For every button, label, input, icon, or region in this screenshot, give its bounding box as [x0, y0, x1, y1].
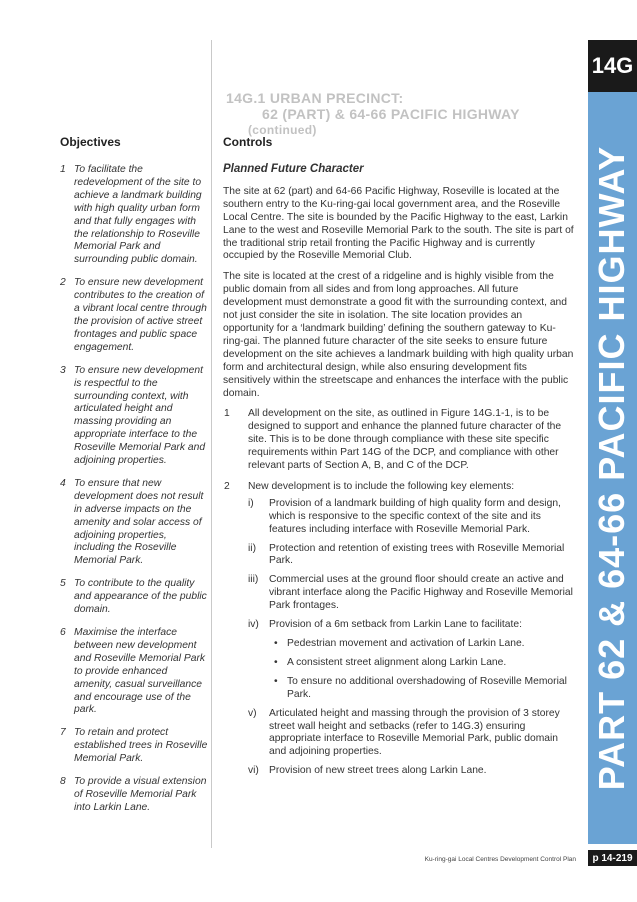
- page-number: p 14-219: [588, 850, 637, 866]
- key-element-text: Articulated height and massing through the provision of 3 storey street wall height and setbacks (refer to 14G.3) ensuring appropriate interface to Roseville Memorial Park, public domain and adjoining properties.: [269, 707, 560, 758]
- footer-plan-title: Ku-ring-gai Local Centres Development Control Plan: [424, 856, 576, 863]
- side-title-band: [588, 92, 637, 844]
- controls-paragraph-1: The site at 62 (part) and 64-66 Pacific Highway, Roseville is located at the southern entry to the Ku-ring-gai local government area, and the Roseville Local Centre. The site is bounded by the Pacific Highway to the east, Larkin Lane to the west and Roseville Memorial Park to the south. The site is part of the traditional strip retail fronting the Pacific Highway and is currently occupied by the Roseville Memorial Club.: [223, 185, 574, 262]
- objectives-list: [60, 164, 208, 825]
- objective-item: [60, 578, 208, 617]
- key-element-item: [248, 574, 575, 613]
- objective-text: Maximise the interface between new development and Roseville Memorial Park to provide enhanced amenity, casual surveillance and encourage use of the park.: [74, 627, 206, 716]
- objective-number: 5: [60, 578, 66, 590]
- key-element-text: Commercial uses at the ground floor should create an active and vibrant interface along the Pacific Highway and Roseville Memorial Park frontages.: [269, 574, 573, 612]
- key-elements-list: [248, 498, 575, 778]
- section-heading: [226, 90, 566, 138]
- objective-number: 4: [60, 477, 66, 489]
- objective-item: [60, 727, 208, 766]
- bullet-item: • A consistent street alignment along Larkin Lane.: [269, 657, 575, 670]
- control-text: All development on the site, as outlined in Figure 14G.1-1, is to be designed to support and enhance the planned future character of the site. This is to be done through compliance with these site specific requirements within Part 14G of the DCP, and compliance with other relevant parts of Section A, B, and C of the DCP.: [248, 408, 562, 472]
- key-element-text: Protection and retention of existing trees with Roseville Memorial Park.: [269, 542, 565, 567]
- objective-text: To ensure that new development does not result in adverse impacts on the amenity and solar access of adjoining properties, including the Roseville Memorial Park.: [74, 477, 204, 567]
- objective-number: 2: [60, 277, 66, 289]
- controls-heading: Controls: [223, 135, 273, 149]
- section-heading-continued: (continued): [248, 123, 317, 137]
- objective-number: 1: [60, 164, 66, 175]
- bullet-item: • Pedestrian movement and activation of Larkin Lane.: [269, 638, 575, 651]
- objective-text: To provide a visual extension of Roseville Memorial Park into Larkin Lane.: [74, 776, 207, 813]
- controls-content: [223, 163, 575, 786]
- key-element-item: [248, 498, 575, 537]
- objective-number: 3: [60, 364, 66, 376]
- section-heading-line1: 14G.1 URBAN PRECINCT:: [226, 90, 404, 106]
- objectives-heading: Objectives: [60, 135, 121, 149]
- objective-number: 6: [60, 627, 66, 638]
- objective-item: [60, 776, 208, 815]
- section-tab-badge: 14G: [588, 40, 637, 92]
- key-element-item: [248, 543, 575, 569]
- roman-numeral: ii): [248, 542, 257, 554]
- objective-item: [60, 478, 208, 568]
- control-number: 2: [224, 480, 230, 492]
- column-divider: [211, 40, 212, 848]
- objective-text: To ensure new development contributes to the creation of a vibrant local centre through the provision of active street frontages and public space engagement.: [74, 277, 207, 353]
- key-element-text: Provision of new street trees along Larkin Lane.: [269, 765, 487, 777]
- setback-bullet-list: [269, 638, 575, 702]
- control-number: 1: [224, 408, 230, 420]
- roman-numeral: iv): [248, 619, 259, 631]
- objective-item: [60, 164, 208, 267]
- key-element-item: [248, 765, 575, 778]
- objective-item: [60, 627, 208, 717]
- control-item-1: [223, 408, 575, 473]
- key-element-item: [248, 619, 575, 702]
- control-text: New development is to include the following key elements:: [248, 480, 515, 492]
- roman-numeral: iii): [248, 574, 259, 586]
- key-element-text: Provision of a landmark building of high quality form and design, which is responsive to the specific context of the site and its features including interface with Roseville Memorial Park.: [269, 497, 561, 535]
- planned-future-character-heading: Planned Future Character: [223, 163, 364, 175]
- vertical-part-title: PART 62 & 64-66 PACIFIC HIGHWAY: [591, 145, 632, 791]
- control-item-2: [223, 481, 575, 778]
- objective-text: To facilitate the redevelopment of the site to achieve a landmark building with high quality urban form and that fully engages with the relationship to Roseville Memorial Park and surrounding public domain.: [74, 164, 202, 266]
- section-heading-line2: 62 (PART) & 64-66 PACIFIC HIGHWAY: [262, 106, 520, 122]
- objective-item: [60, 365, 208, 468]
- objective-text: To retain and protect established trees in Roseville Memorial Park.: [74, 727, 208, 765]
- objective-item: [60, 277, 208, 354]
- key-element-item: [248, 708, 575, 760]
- roman-numeral: v): [248, 707, 257, 719]
- key-element-text: Provision of a 6m setback from Larkin Lane to facilitate:: [269, 619, 522, 631]
- bullet-item: • To ensure no additional overshadowing of Roseville Memorial Park.: [269, 676, 575, 702]
- roman-numeral: vi): [248, 765, 259, 777]
- roman-numeral: i): [248, 497, 254, 509]
- objective-number: 7: [60, 727, 66, 739]
- controls-paragraph-2: The site is located at the crest of a ridgeline and is highly visible from the public domain from all sides and from long approaches. All future development must demonstrate a good fit with the surrounding context, and not just consider the site in isolation. The site location provides an opportunity for a ‘landmark building’ defining the southern gateway to Ku-ring-gai. The planned future character of the site seeks to ensure future development on the site achieves a landmark building with high quality urban form and architectural design, while also ensuring development fits sensitively within the streetscape and enhances the interface with the public domain.: [223, 271, 574, 399]
- objective-number: 8: [60, 776, 66, 788]
- objective-text: To contribute to the quality and appearance of the public domain.: [74, 578, 207, 616]
- objective-text: To ensure new development is respectful to the surrounding context, with articulated height and massing providing an appropriate interface to the Roseville Memorial Park and adjoining properties.: [74, 364, 206, 467]
